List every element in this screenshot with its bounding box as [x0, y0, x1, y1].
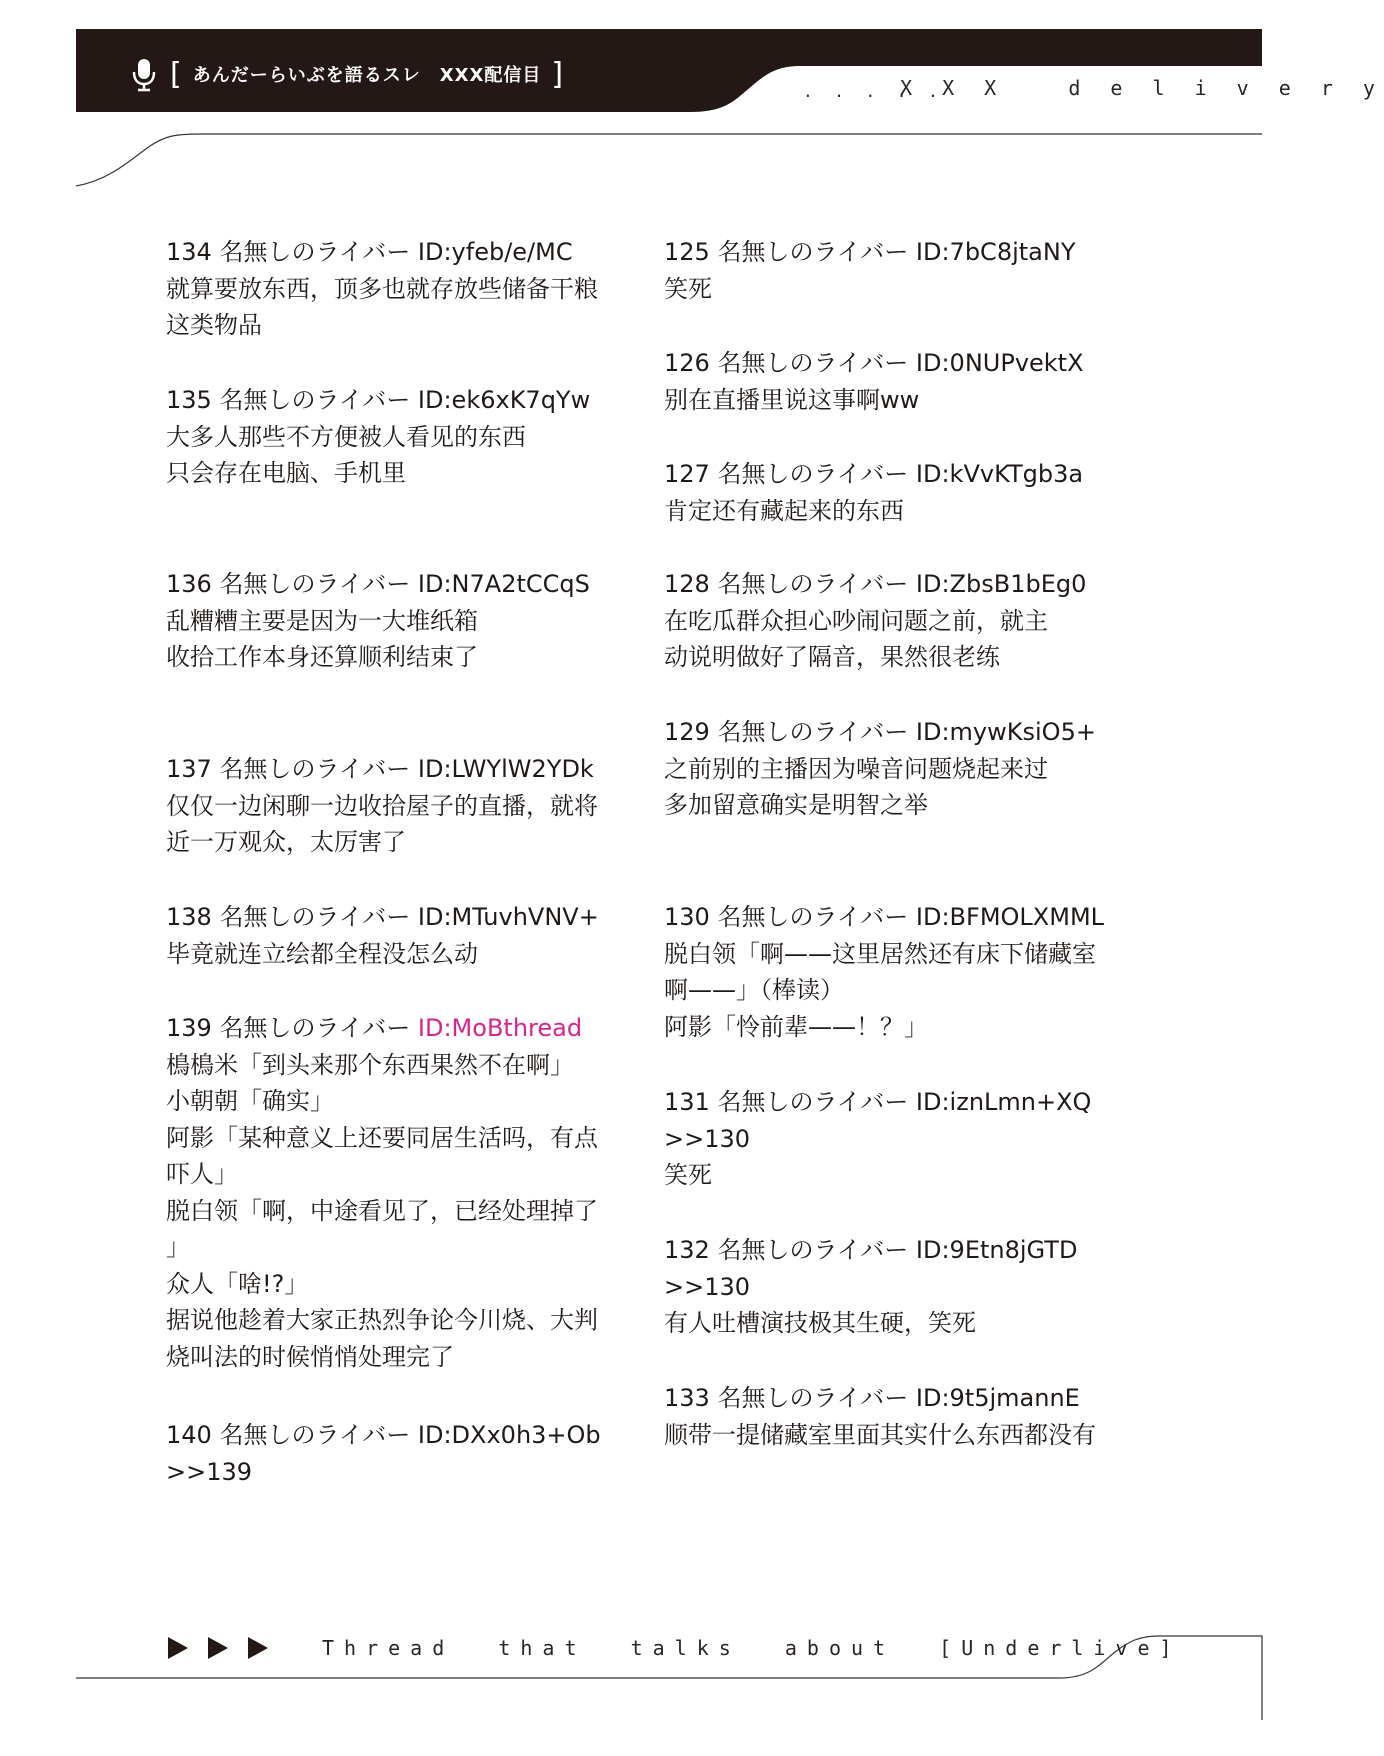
post-line: 脱白领「啊——这里居然还有床下储藏室: [664, 939, 1096, 968]
post-header: 136 名無しのライバー ID:N7A2tCCqS: [166, 570, 590, 598]
footer-text: Thread that talks about [Underlive]: [322, 1636, 1182, 1660]
post-header: 135 名無しのライバー ID:ek6xK7qYw: [166, 386, 591, 414]
post-126: [664, 345, 1084, 418]
footer-arrows: [168, 1637, 268, 1659]
post-line: 啊——」（棒读）: [664, 976, 844, 1004]
post-header: 140 名無しのライバー ID:DXx0h3+Ob: [166, 1421, 601, 1449]
post-line: 别在直播里说这事啊ww: [664, 385, 920, 414]
highlighted-id: ID:MoBthread: [417, 1014, 583, 1042]
post-line: >>139: [166, 1457, 253, 1486]
post-line: 阿影「怜前辈——！？」: [664, 1012, 928, 1041]
header-bracket-close: ]: [551, 56, 565, 92]
post-line: 有人吐槽演技极其生硬，笑死: [664, 1309, 976, 1337]
post-127: [664, 456, 1083, 529]
post-line: 樢樢米「到头来那个东西果然不在啊」: [166, 1050, 574, 1079]
header-subtitle-dots: . . . . .: [803, 82, 944, 101]
post-line: 烧叫法的时候悄悄处理完了: [166, 1342, 454, 1371]
post-header: 130 名無しのライバー ID:BFMOLXMML: [664, 903, 1105, 931]
post-line: 动说明做好了隔音，果然很老练: [664, 643, 1000, 671]
microphone-icon: [132, 58, 156, 96]
post-line: 近一万观众，太厉害了: [166, 828, 406, 856]
post-header: 125 名無しのライバー ID:7bC8jtaNY: [664, 238, 1076, 266]
post-header: 139 名無しのライバー ID:MoBthread: [166, 1014, 583, 1042]
post-line: 乱糟糟主要是因为一大堆纸箱: [166, 606, 478, 635]
post-line: 这类物品: [166, 311, 262, 339]
post-line: 就算要放东西，顶多也就存放些储备干粮: [166, 274, 598, 303]
header-title: [160, 54, 574, 94]
post-line: 多加留意确实是明智之举: [664, 791, 928, 819]
play-arrow-icon: [208, 1637, 228, 1659]
post-header: 137 名無しのライバー ID:LWYlW2YDk: [166, 755, 594, 783]
post-line: 大多人那些不方便被人看见的东西: [166, 422, 526, 451]
post-132: [664, 1232, 1077, 1342]
post-line: 之前别的主播因为噪音问题烧起来过: [664, 754, 1048, 783]
play-arrow-icon: [168, 1637, 188, 1659]
post-header: 138 名無しのライバー ID:MTuvhVNV+: [166, 903, 599, 931]
post-header: 127 名無しのライバー ID:kVvKTgb3a: [664, 460, 1084, 488]
post-line: >>130: [664, 1124, 751, 1153]
post-line: 在吃瓜群众担心吵闹问题之前，就主: [664, 606, 1048, 635]
post-line: 收拾工作本身还算顺利结束了: [166, 643, 478, 671]
post-136: [166, 566, 590, 676]
post-line: 吓人」: [166, 1160, 238, 1188]
post-line: 」: [166, 1233, 190, 1261]
post-line: 据说他趁着大家正热烈争论今川烧、大判: [166, 1306, 598, 1334]
header-title-text: あんだーらいぶを語るスレ XXX配信目: [192, 65, 542, 86]
post-line: 阿影「某种意义上还要同居生活吗，有点: [166, 1123, 598, 1152]
post-137: [166, 751, 598, 861]
post-140: [166, 1417, 601, 1490]
post-129: [664, 714, 1096, 824]
post-line: 顺带一提储藏室里面其实什么东西都没有: [664, 1420, 1096, 1449]
post-134: [166, 234, 598, 344]
post-139: [166, 1010, 598, 1375]
post-125: [664, 234, 1075, 307]
post-header: 129 名無しのライバー ID:mywKsiO5+: [664, 718, 1096, 746]
post-135: [166, 382, 590, 492]
post-header: 132 名無しのライバー ID:9Etn8jGTD: [664, 1236, 1078, 1264]
post-line: 只会存在电脑、手机里: [166, 459, 406, 487]
header-bracket-open: [: [170, 56, 183, 92]
post-line: 脱白领「啊，中途看见了，已经处理掉了: [166, 1196, 598, 1225]
post-130: [664, 899, 1104, 1045]
post-line: 仅仅一边闲聊一边收拾屋子的直播，就将: [166, 791, 598, 820]
post-header: 134 名無しのライバー ID:yfeb/e/MC: [166, 238, 573, 266]
post-133: [664, 1380, 1096, 1453]
post-138: [166, 899, 599, 972]
header-subtitle: X X X d e l i v e r y: [900, 76, 1384, 100]
play-arrow-icon: [248, 1637, 268, 1659]
post-header: 133 名無しのライバー ID:9t5jmannE: [664, 1384, 1080, 1412]
post-line: 笑死: [664, 274, 712, 303]
post-line: >>130: [664, 1272, 751, 1301]
post-131: [664, 1084, 1091, 1194]
post-line: 小朝朝「确实」: [166, 1087, 334, 1115]
post-line: 毕竟就连立绘都全程没怎么动: [166, 939, 478, 968]
post-line: 众人「啥!?」: [166, 1269, 309, 1298]
post-line: 肯定还有藏起来的东西: [664, 496, 904, 525]
post-line: 笑死: [664, 1161, 712, 1189]
post-header: 126 名無しのライバー ID:0NUPvektX: [664, 349, 1084, 377]
post-header: 131 名無しのライバー ID:iznLmn+XQ: [664, 1088, 1092, 1116]
post-header: 128 名無しのライバー ID:ZbsB1bEg0: [664, 570, 1087, 598]
post-128: [664, 566, 1086, 676]
